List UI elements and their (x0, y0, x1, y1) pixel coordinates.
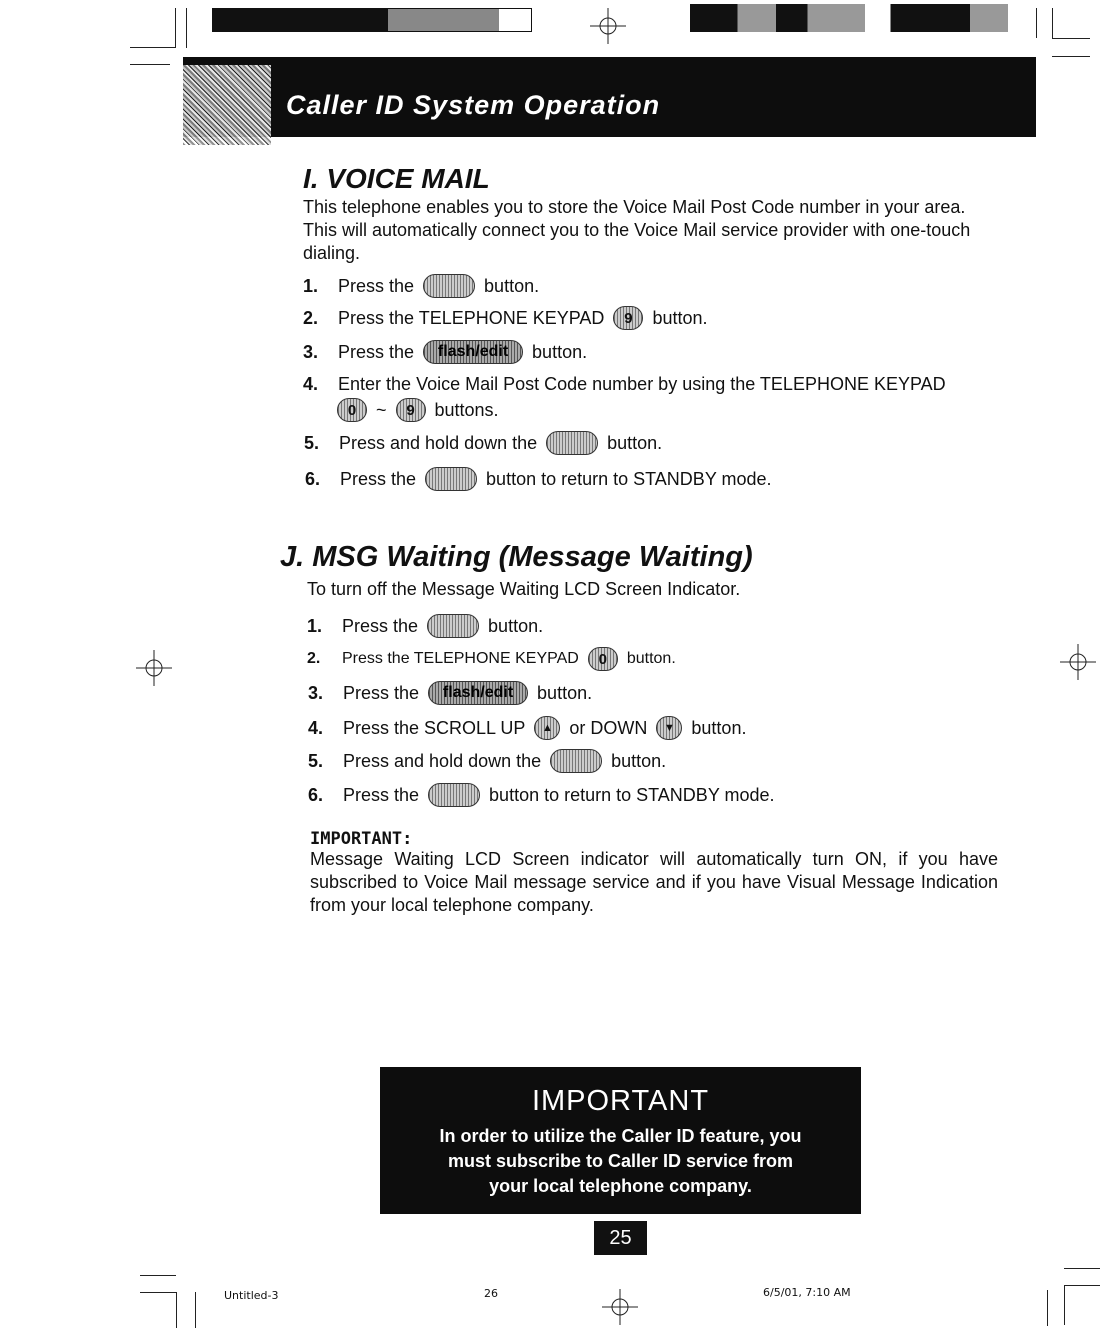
crop-mark (1064, 1268, 1100, 1269)
crop-mark (1052, 38, 1090, 39)
step-text: button to return to STANDBY mode. (489, 784, 775, 805)
step-i-2 (303, 306, 712, 330)
step-text: buttons. (434, 399, 499, 420)
step-text: Press the (338, 341, 415, 362)
voicemail-key-icon (427, 614, 479, 638)
step-number: 4. (308, 717, 324, 738)
step-text: button. (652, 307, 708, 328)
step-j-3 (308, 681, 597, 705)
footer-filename: Untitled-3 (224, 1289, 279, 1302)
step-number: 3. (308, 682, 324, 703)
important-note-label: IMPORTANT: (310, 829, 413, 849)
step-text: button to return to STANDBY mode. (486, 468, 772, 489)
step-text: or DOWN (569, 717, 648, 738)
section-j-title: J. MSG Waiting (Message Waiting) (280, 541, 753, 573)
scroll-up-key-icon: ▲ (534, 716, 560, 740)
keypad-9-key-icon: 9 (396, 398, 426, 422)
step-number: 1. (303, 275, 319, 296)
crop-mark (195, 1292, 196, 1328)
step-i-4 (303, 373, 993, 396)
important-heading: IMPORTANT (531, 1085, 710, 1117)
step-text: Press the (338, 275, 415, 296)
step-number: 6. (305, 468, 321, 489)
crop-mark (175, 8, 176, 48)
step-j-4 (308, 716, 751, 740)
step-text: button. (607, 432, 663, 453)
step-j-2 (307, 647, 681, 671)
step-i-1 (303, 274, 544, 298)
footer-timestamp: 6/5/01, 7:10 AM (763, 1286, 851, 1299)
registration-crosshair-icon (1060, 644, 1096, 680)
step-number: 5. (308, 750, 324, 771)
step-text: Press and hold down the (343, 750, 542, 771)
step-text: Press the TELEPHONE KEYPAD (338, 307, 605, 328)
crop-mark (186, 8, 187, 48)
step-number: 2. (303, 307, 319, 328)
color-bar (212, 8, 532, 32)
crop-mark (140, 1292, 176, 1293)
step-text: button. (532, 341, 588, 362)
keypad-0-key-icon: 0 (337, 398, 367, 422)
step-j-6 (308, 783, 780, 807)
important-line: In order to utilize the Caller ID feature, you (439, 1126, 802, 1146)
step-text: Enter the Voice Mail Post Code number by using the TELEPHONE KEYPAD (338, 374, 946, 394)
crop-mark (130, 47, 175, 48)
registration-crosshair-icon (602, 1289, 638, 1325)
section-j-intro: To turn off the Message Waiting LCD Screen Indicator. (307, 579, 741, 599)
important-note-text: Message Waiting LCD Screen indicator will automatically turn ON, if you have subscribed to Voice Mail message service and if you have Visual Message Indication from your local telephone company. (310, 849, 998, 915)
step-text: Press and hold down the (339, 432, 538, 453)
header-texture (183, 65, 271, 145)
crop-mark (140, 1275, 176, 1276)
page-number: 25 (594, 1221, 647, 1255)
footer-page: 26 (484, 1287, 498, 1300)
step-text: button. (488, 615, 544, 636)
registration-crosshair-icon (136, 650, 172, 686)
step-text: button. (626, 650, 676, 667)
important-callout (380, 1067, 861, 1214)
header-title: Caller ID System Operation (286, 90, 661, 120)
keypad-9-key-icon: 9 (613, 306, 643, 330)
voicemail-key-icon (425, 467, 477, 491)
range-separator: ~ (376, 399, 387, 420)
crop-mark (1064, 1285, 1065, 1325)
step-text: Press the SCROLL UP (343, 717, 526, 738)
important-line: must subscribe to Caller ID service from (447, 1151, 794, 1171)
step-text: Press the TELEPHONE KEYPAD (342, 650, 579, 667)
step-number: 6. (308, 784, 324, 805)
step-number: 1. (307, 615, 323, 636)
step-number: 5. (304, 432, 320, 453)
step-text: button. (484, 275, 540, 296)
crop-mark (130, 64, 170, 65)
step-j-5 (308, 749, 671, 773)
crop-mark (1052, 8, 1053, 38)
step-text: button. (611, 750, 667, 771)
section-i-intro: This telephone enables you to store the Voice Mail Post Code number in your area. This will automatically connect you to the Voice Mail service provider with one-touch dialing. (303, 197, 971, 263)
step-number: 2. (307, 650, 321, 667)
step-text: Press the (343, 682, 420, 703)
scroll-down-key-icon: ▼ (656, 716, 682, 740)
registration-crosshair-icon (590, 8, 626, 44)
keypad-0-key-icon: 0 (588, 647, 618, 671)
important-line: your local telephone company. (489, 1176, 752, 1196)
crop-mark (1036, 8, 1037, 38)
repeat-save-key-icon (546, 431, 598, 455)
step-number: 3. (303, 341, 319, 362)
crop-mark (1047, 1290, 1048, 1326)
step-text: Press the (342, 615, 419, 636)
step-i-6 (305, 467, 777, 491)
step-text: Press the (340, 468, 417, 489)
crop-mark (1064, 1285, 1100, 1286)
step-text: Press the (343, 784, 420, 805)
crop-mark (1052, 56, 1090, 57)
step-j-1 (307, 614, 548, 638)
section-i-title: I. VOICE MAIL (303, 163, 490, 194)
step-i-3 (303, 340, 592, 364)
flash-edit-key-icon: flash/edit (423, 340, 523, 364)
section-header (183, 57, 1036, 137)
flash-edit-key-icon: flash/edit (428, 681, 528, 705)
step-i-5 (304, 431, 667, 455)
step-text: button. (691, 717, 747, 738)
color-bar (690, 4, 1008, 32)
voicemail-key-icon (423, 274, 475, 298)
repeat-save-key-icon (550, 749, 602, 773)
crop-mark (176, 1292, 177, 1328)
step-number: 4. (303, 374, 319, 394)
step-i-4-keys (333, 398, 504, 422)
voicemail-key-icon (428, 783, 480, 807)
step-text: button. (537, 682, 593, 703)
